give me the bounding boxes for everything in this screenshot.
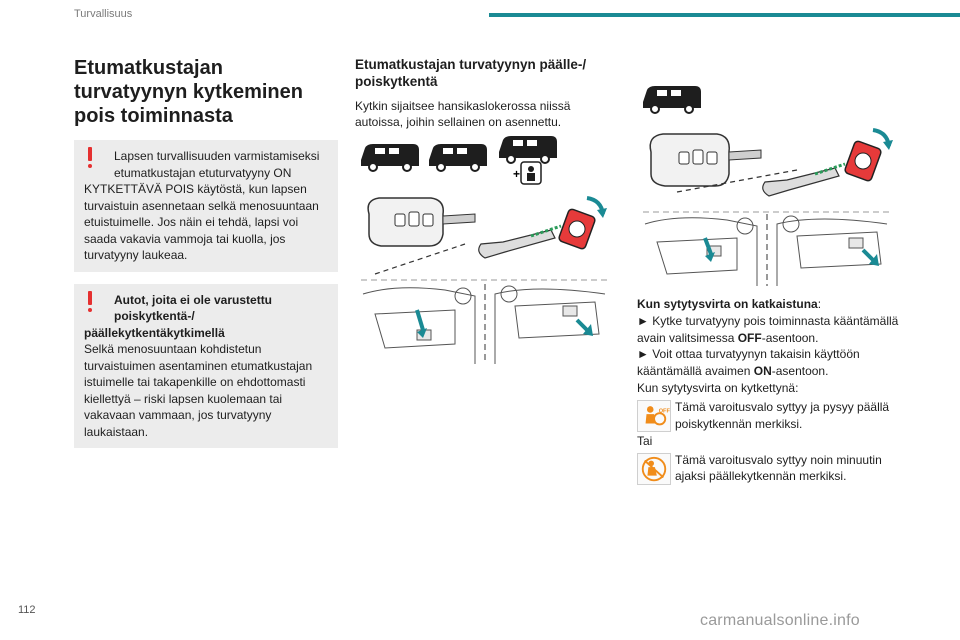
warning-heading-rest: päällekytkentäkytkimellä	[84, 325, 225, 340]
airbag-on-warning-lamp-icon	[637, 453, 671, 485]
middle-column	[355, 56, 617, 130]
warning-box-no-switch	[74, 284, 338, 449]
warning-exclamation-icon	[86, 147, 94, 169]
switch-operation-illustration	[637, 78, 899, 288]
lamp-on-text: Tämä varoitusvalo syttyy noin minuutin ajaksi päällekytkennän merkiksi.	[675, 452, 882, 484]
ignition-on-label: Kun sytytysvirta on kytkettynä:	[637, 380, 799, 395]
or-label: Tai	[637, 433, 653, 448]
dashboard-illustration	[645, 214, 887, 286]
right-column	[637, 296, 899, 486]
seat-plus-icon	[513, 162, 541, 184]
key-icon	[650, 134, 761, 186]
van-icon	[429, 144, 487, 171]
van-icon	[361, 144, 419, 171]
watermark: carmanualsonline.info	[700, 612, 860, 629]
off-position: OFF	[737, 330, 762, 345]
warning-text: Selkä menosuuntaan kohdistetun turvaistuimen asentaminen etumatkustajan istuimelle tai takapenkille on ehdottomasti kiellettyä – riski lapsen kuolemaan tai vakavaan vammaan, jos turvatyyny laukaistaan.	[84, 342, 313, 439]
lamp-off-text: Tämä varoitusvalo syttyy ja pysyy päällä poiskytkennän merkiksi.	[675, 399, 890, 431]
ignition-off-label: Kun sytytysvirta on katkaistuna	[637, 297, 818, 311]
step-off: ► Kytke turvatyyny pois toiminnasta kääntämällä avain valitsimessa OFF-asentoon.	[637, 313, 899, 345]
warning-text-first: Lapsen turvallisuuden varmistamiseksi etumatkustajan etuturvatyyny ON	[114, 149, 320, 180]
svg-text:+: +	[513, 167, 521, 181]
key-icon	[368, 198, 475, 246]
switch-key-icon	[763, 164, 845, 196]
switch-location-illustration	[355, 134, 617, 366]
van-icon	[643, 86, 701, 113]
ignition-off-colon: :	[817, 297, 822, 311]
airbag-switch-icon	[844, 130, 893, 182]
header-accent-bar	[489, 13, 960, 17]
airbag-switch-icon	[558, 198, 607, 250]
airbag-off-warning-lamp-icon	[637, 400, 671, 432]
svg-text:OFF: OFF	[658, 408, 670, 415]
page-title: Etumatkustajan turvatyynyn kytkeminen pois toiminnasta	[74, 57, 303, 127]
warning-text-rest: KYTKETTÄVÄ POIS käytöstä, kun lapsen turvaistuin asennetaan selkä menosuuntaan etuistuimelle. Jos näin ei tehdä, lapsi voi saada vakavia vammoja tai kuolla, jos turvatyyny laukeaa.	[84, 182, 319, 262]
left-column	[74, 56, 338, 448]
switch-location-text: Kytkin sijaitsee hansikaslokerossa niissä autoissa, joihin sellainen on asennettu.	[355, 99, 571, 129]
dashboard-illustration	[363, 284, 605, 364]
step-on: ► Voit ottaa turvatyynyn takaisin käyttöön kääntämällä avaimen ON-asentoon.	[637, 347, 860, 379]
van-icon	[499, 136, 557, 163]
warning-box-rear-facing-seat	[74, 140, 338, 272]
on-position: ON	[753, 364, 772, 379]
section-label: Turvallisuus	[74, 8, 133, 20]
switch-key-icon	[479, 226, 561, 258]
lamp-off-row	[637, 399, 899, 433]
page-number: 112	[18, 604, 36, 616]
warning-heading-first: Autot, joita ei ole varustettu poiskytkentä-/	[114, 292, 273, 323]
section-heading-switch: Etumatkustajan turvatyynyn päälle-/ poiskytkentä	[355, 57, 587, 89]
warning-exclamation-icon	[86, 291, 94, 313]
lamp-on-row	[637, 452, 899, 486]
